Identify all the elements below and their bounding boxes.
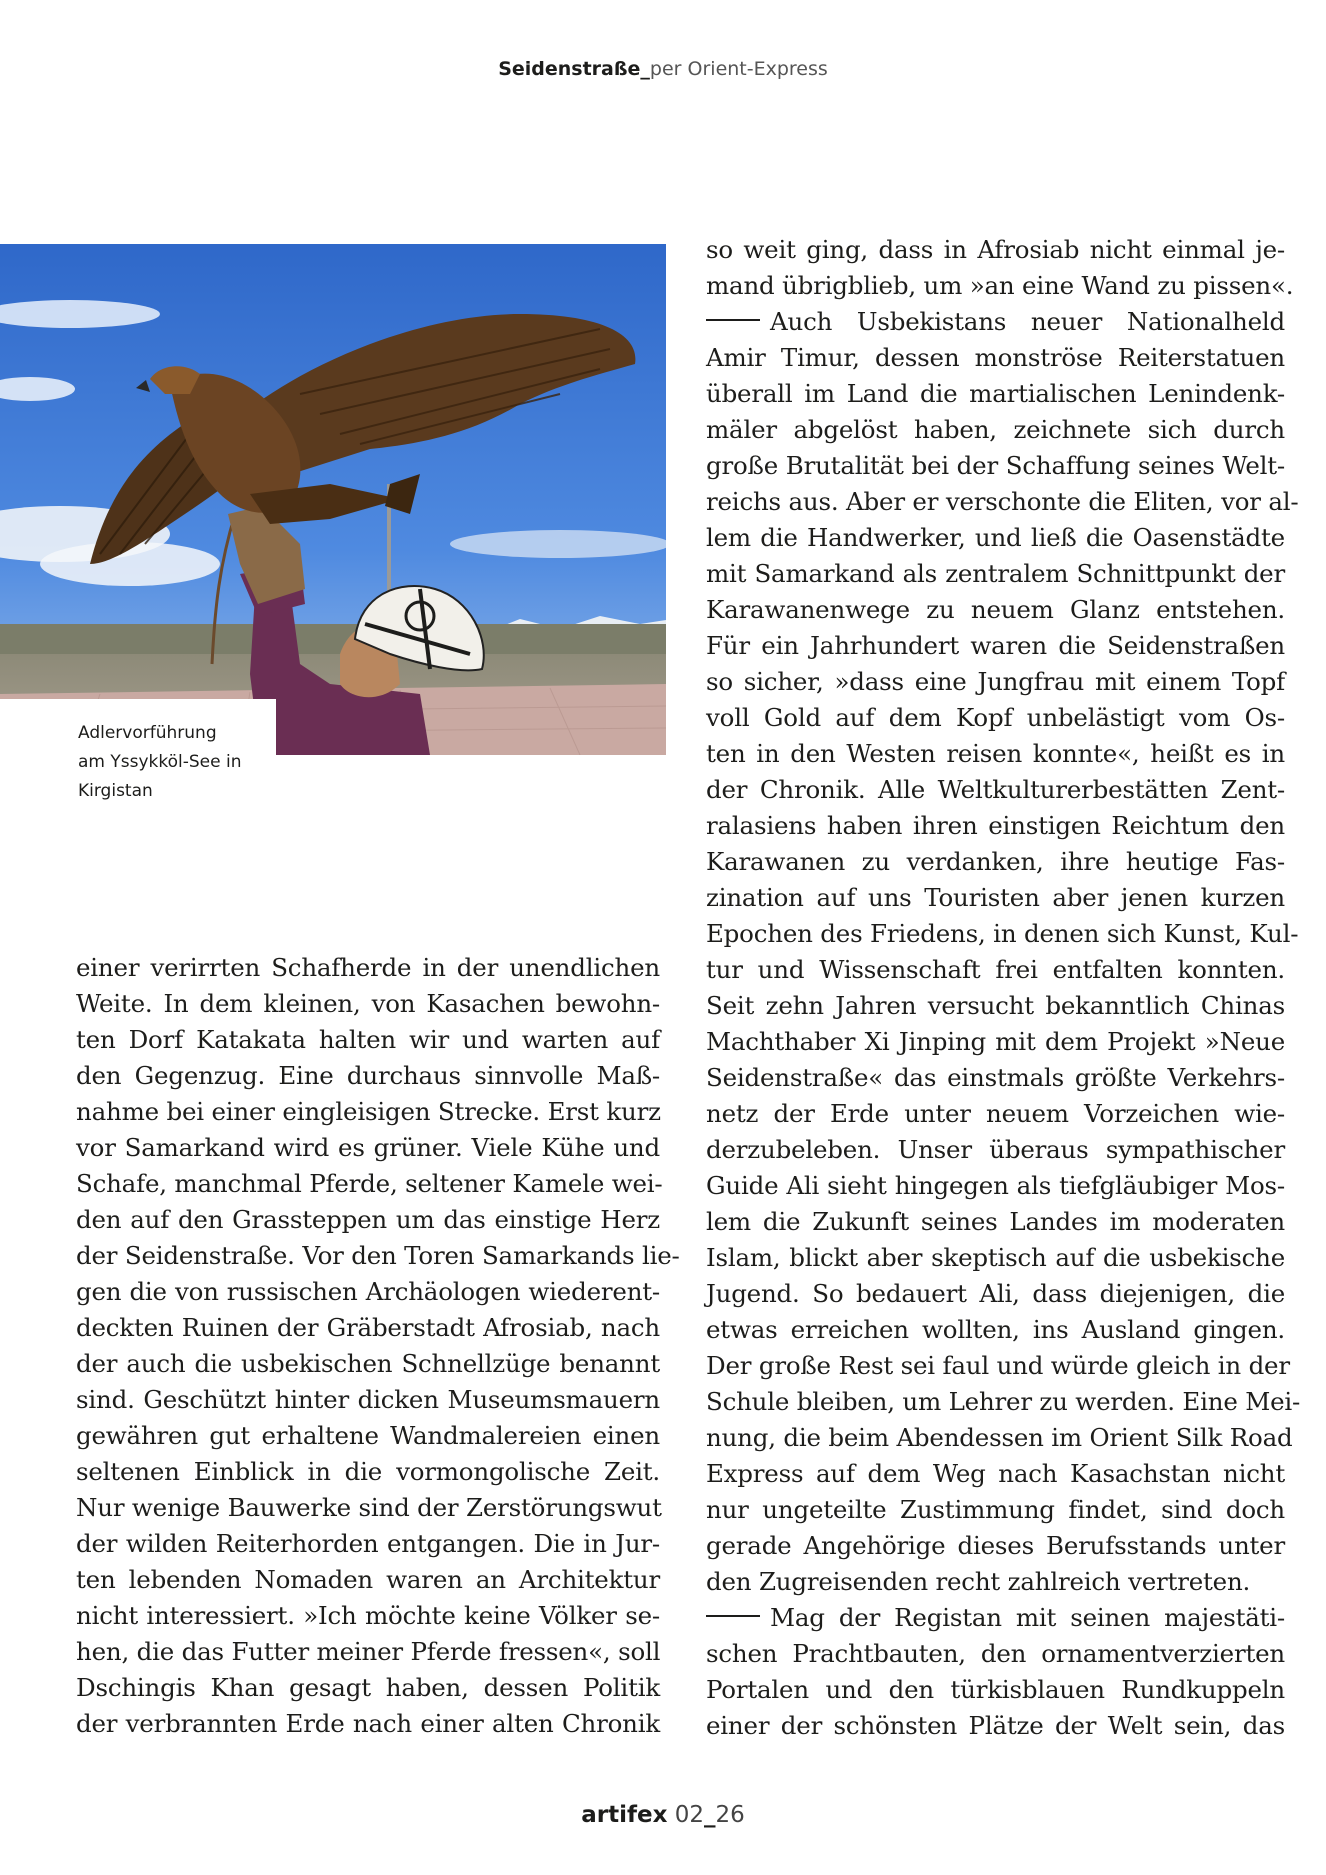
- text-line: hen, die das Futter meiner Pferde fressen«, soll: [76, 1637, 661, 1666]
- text-line: Der große Rest sei faul und würde gleich in der: [706, 1351, 1290, 1380]
- paragraph-start: [706, 1600, 1285, 1636]
- paragraph-start: [706, 304, 1285, 340]
- paragraph-dash: [706, 1615, 760, 1617]
- text-line: reichs aus. Aber er verschonte die Eliten, vor al-: [706, 487, 1299, 516]
- text-line: lem die Zukunft seines Landes im moderaten: [706, 1207, 1285, 1236]
- caption-line: Kirgistan: [78, 781, 153, 801]
- text-line: den Gegenzug. Eine durchaus sinnvolle Maß-: [76, 1061, 660, 1090]
- text-line: Jugend. So bedauert Ali, dass diejenigen, die: [706, 1279, 1285, 1308]
- text-line: ten Dorf Katakata halten wir und warten auf: [76, 1025, 660, 1054]
- text-line: deckten Ruinen der Gräberstadt Afrosiab, nach: [76, 1313, 660, 1342]
- text-line: einer verirrten Schafherde in der unendlichen: [76, 953, 660, 982]
- article-column-left: [76, 950, 680, 1742]
- text-line: der verbrannten Erde nach einer alten Chronik: [76, 1709, 660, 1738]
- text-line: gen die von russischen Archäologen wiederent-: [76, 1277, 660, 1306]
- text-line: zination auf uns Touristen aber jenen kurzen: [706, 883, 1285, 912]
- text-line: einer der schönsten Plätze der Welt sein, das: [706, 1711, 1285, 1740]
- eagle-photo: [0, 244, 666, 755]
- text-line: netz der Erde unter neuem Vorzeichen wie-: [706, 1099, 1285, 1128]
- text-line: Epochen des Friedens, in denen sich Kunst, Kul-: [706, 919, 1299, 948]
- text-line: Guide Ali sieht hingegen als tiefgläubiger Mos-: [706, 1171, 1285, 1200]
- text-line: ralasiens haben ihren einstigen Reichtum den: [706, 811, 1285, 840]
- issue-number: 02: [667, 1802, 704, 1828]
- text-line: derzubeleben. Unser überaus sympathischer: [706, 1135, 1285, 1164]
- paragraph-dash: [706, 319, 760, 321]
- text-line: nahme bei einer eingleisigen Strecke. Erst kurz: [76, 1097, 661, 1126]
- text-line: Machthaber Xi Jinping mit dem Projekt »Neue: [706, 1027, 1285, 1056]
- text-line: schen Prachtbauten, den ornamentverzierten: [706, 1639, 1285, 1668]
- text-line: seltenen Einblick in die vormongolische Zeit.: [76, 1457, 660, 1486]
- article-column-right: [706, 232, 1301, 1744]
- text-line: vor Samarkand wird es grüner. Viele Kühe und: [76, 1133, 660, 1162]
- text-line: Amir Timur, dessen monströse Reiterstatuen: [706, 343, 1285, 372]
- text-line: Seidenstraße« das einstmals größte Verkehrs-: [706, 1063, 1285, 1092]
- text-line: Mag der Registan mit seinen majestäti-: [770, 1603, 1285, 1632]
- text-line: der Seidenstraße. Vor den Toren Samarkands lie-: [76, 1241, 680, 1270]
- text-line: lem die Handwerker, und ließ die Oasenstädte: [706, 523, 1285, 552]
- text-line: ten in den Westen reisen konnte«, heißt es in: [706, 739, 1285, 768]
- magazine-name: artifex: [581, 1802, 668, 1828]
- text-line: Nur wenige Bauwerke sind der Zerstörungswut: [76, 1493, 662, 1522]
- text-line: voll Gold auf dem Kopf unbelästigt vom Os-: [706, 703, 1285, 732]
- footer-separator: _: [703, 1802, 716, 1828]
- photo-caption: [0, 699, 276, 829]
- text-line: Auch Usbekistans neuer Nationalheld: [770, 307, 1285, 336]
- text-line: mäler abgelöst haben, zeichnete sich durch: [706, 415, 1285, 444]
- text-line: nung, die beim Abendessen im Orient Silk Road: [706, 1423, 1293, 1452]
- text-line: nur ungeteilte Zustimmung findet, sind doch: [706, 1495, 1285, 1524]
- text-line: nicht interessiert. »Ich möchte keine Völker se-: [76, 1601, 660, 1630]
- text-line: überall im Land die martialischen Lenindenk-: [706, 379, 1285, 408]
- text-line: Schule bleiben, um Lehrer zu werden. Eine Mei-: [706, 1387, 1301, 1416]
- page-number: 26: [715, 1802, 745, 1828]
- text-line: Islam, blickt aber skeptisch auf die usbekische: [706, 1243, 1285, 1272]
- text-line: mand übrigblieb, um »an eine Wand zu pissen«.: [706, 271, 1294, 300]
- text-line: Weite. In dem kleinen, von Kasachen bewohn-: [76, 989, 660, 1018]
- caption-line: am Yssykköl-See in: [78, 752, 242, 772]
- text-line: mit Samarkand als zentralem Schnittpunkt der: [706, 559, 1285, 588]
- text-line: tur und Wissenschaft frei entfalten konnten.: [706, 955, 1285, 984]
- text-line: Für ein Jahrhundert waren die Seidenstraßen: [706, 631, 1285, 660]
- text-line: gewähren gut erhaltene Wandmalereien einen: [76, 1421, 660, 1450]
- text-line: der wilden Reiterhorden entgangen. Die in Jur-: [76, 1529, 660, 1558]
- text-line: Karawanenwege zu neuem Glanz entstehen.: [706, 595, 1285, 624]
- text-line: Schafe, manchmal Pferde, seltener Kamele wei-: [76, 1169, 663, 1198]
- text-line: große Brutalität bei der Schaffung seines Welt-: [706, 451, 1285, 480]
- section-subtitle: per Orient-Express: [649, 58, 828, 80]
- text-line: so weit ging, dass in Afrosiab nicht einmal je-: [706, 235, 1285, 264]
- caption-line: Adlervorführung: [78, 723, 217, 743]
- text-line: Karawanen zu verdanken, ihre heutige Fas-: [706, 847, 1285, 876]
- text-line: sind. Geschützt hinter dicken Museumsmauern: [76, 1385, 660, 1414]
- text-line: Seit zehn Jahren versucht bekanntlich Chinas: [706, 991, 1285, 1020]
- text-line: ten lebenden Nomaden waren an Architektur: [76, 1565, 660, 1594]
- text-line: Portalen und den türkisblauen Rundkuppeln: [706, 1675, 1285, 1704]
- text-line: Express auf dem Weg nach Kasachstan nicht: [706, 1459, 1285, 1488]
- text-line: gerade Angehörige dieses Berufsstands unter: [706, 1531, 1285, 1560]
- page-footer: [0, 1802, 1326, 1828]
- text-line: Dschingis Khan gesagt haben, dessen Politik: [76, 1673, 660, 1702]
- text-line: etwas erreichen wollten, ins Ausland gingen.: [706, 1315, 1285, 1344]
- text-line: den Zugreisenden recht zahlreich vertreten.: [706, 1567, 1251, 1596]
- text-line: so sicher, »dass eine Jungfrau mit einem Topf: [706, 667, 1285, 696]
- text-line: den auf den Grassteppen um das einstige Herz: [76, 1205, 660, 1234]
- section-title: Seidenstraße_: [498, 58, 650, 80]
- text-line: der auch die usbekischen Schnellzüge benannt: [76, 1349, 660, 1378]
- running-header: [0, 58, 1326, 80]
- text-line: der Chronik. Alle Weltkulturerbestätten Zent-: [706, 775, 1285, 804]
